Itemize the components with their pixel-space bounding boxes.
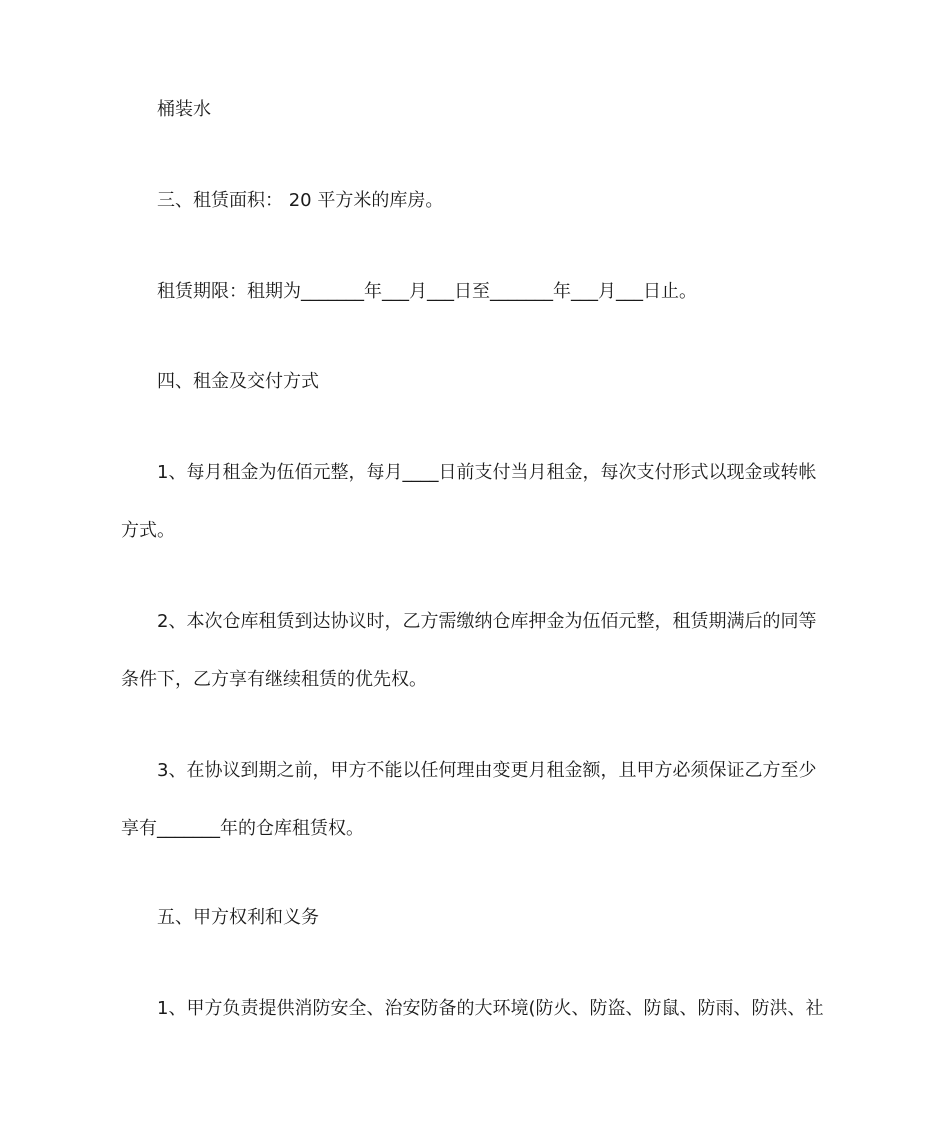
clause-4-3-line-2: 享有_______年的仓库租赁权。 xyxy=(121,818,364,839)
clause-4-1-line-1: 1、每月租金为伍佰元整，每月____日前支付当月租金，每次支付形式以现金或转帐 xyxy=(157,462,817,483)
text-line-bottled-water: 桶装水 xyxy=(157,99,211,120)
clause-4-2-line-1: 2、本次仓库租赁到达协议时，乙方需缴纳仓库押金为伍佰元整，租赁期满后的同等 xyxy=(157,611,817,632)
clause-4-3-line-1: 3、在协议到期之前，甲方不能以任何理由变更月租金额，且甲方必须保证乙方至少 xyxy=(157,760,817,781)
lease-term-line: 租赁期限：租期为_______年___月___日至_______年___月___日止。 xyxy=(157,281,697,302)
section-five-heading: 五、甲方权利和义务 xyxy=(157,907,319,928)
clause-5-1-line-1: 1、甲方负责提供消防安全、治安防备的大环境(防火、防盗、防鼠、防雨、防洪、社 xyxy=(157,998,824,1019)
clause-4-2-line-2: 条件下，乙方享有继续租赁的优先权。 xyxy=(121,669,427,690)
clause-4-1-line-2: 方式。 xyxy=(121,520,175,541)
section-three-lease-area: 三、租赁面积： 20 平方米的库房。 xyxy=(157,190,444,211)
section-four-heading: 四、租金及交付方式 xyxy=(157,371,319,392)
